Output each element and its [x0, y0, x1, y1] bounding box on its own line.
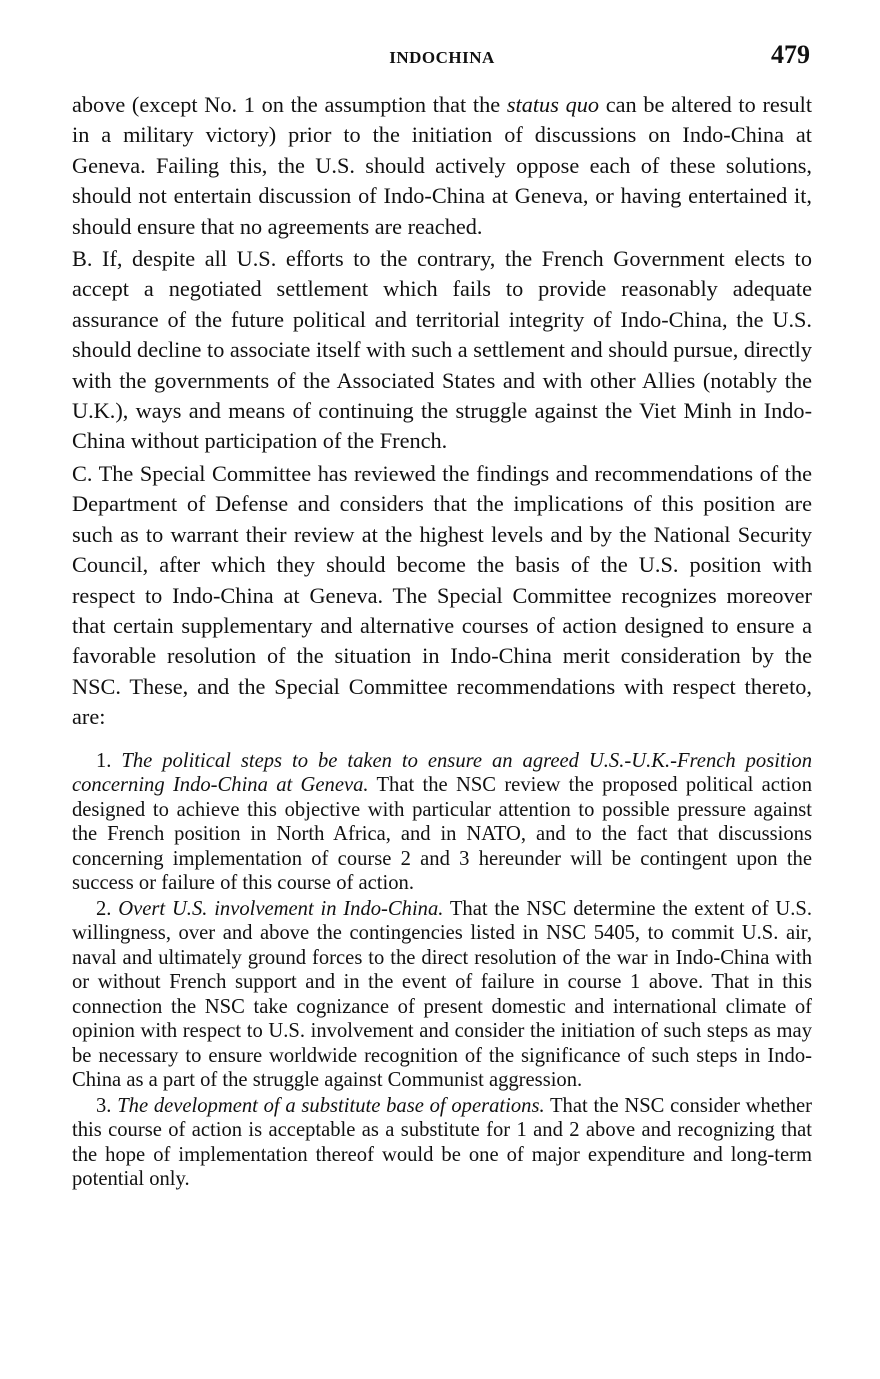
item-heading: The political steps to be taken to ensure an agreed U.S.-U.K.-French position concerning Indo-China at Geneva.: [72, 749, 813, 797]
paragraph-b: [72, 244, 812, 457]
item-number: 3.: [96, 1094, 118, 1117]
italic-term: status quo: [506, 92, 600, 117]
running-head: INDOCHINA: [389, 48, 495, 67]
recommendation-item: [72, 749, 812, 896]
page-header: [72, 40, 812, 76]
item-number: 1.: [96, 749, 122, 772]
recommendation-item: [72, 897, 812, 1093]
paragraph-c: [72, 459, 812, 733]
document-page: [72, 40, 812, 1192]
paragraph-text: can be altered to result in a military victory) prior to the initiation of discussions on Indo-China at Geneva. Failing this, the U.S. should actively oppose each of these solutions, should not entertain discussion of Indo-China at Geneva, or having entertained it, should ensure that no agreements are reached.: [72, 92, 813, 239]
body-text: [72, 90, 812, 733]
item-text: That the NSC determine the extent of U.S. willingness, over and above the contingencies listed in NSC 5405, to commit U.S. air, naval and ultimately ground forces to the direct resolution of the war in Indo-China with or without French support and in the event of failure in course 1 above. That in this connection the NSC take cognizance of present domestic and international climate of opinion with respect to U.S. involvement and consider the initiation of such steps as may be necessary to ensure worldwide recognition of the significance of such steps in Indo-China as a part of the struggle against Communist aggression.: [72, 897, 812, 1092]
item-number: 2.: [96, 897, 119, 920]
item-text: That the NSC consider whether this course of action is acceptable as a substitute for 1 and 2 above and recognizing that the hope of implementation thereof would be one of major expenditure and long-term potential only.: [72, 1094, 812, 1191]
paragraph-text: B. If, despite all U.S. efforts to the contrary, the French Government elects to accept a negotiated settlement which fails to provide reasonably adequate assurance of the future political and territorial integrity of Indo-China, the U.S. should decline to associate itself with such a settlement and should pursue, directly with the governments of the Associated States and with other Allies (notably the U.K.), ways and means of continuing the struggle against the Viet Minh in Indo-China without participation of the French.: [72, 246, 812, 454]
item-heading: The development of a substitute base of operations.: [117, 1094, 545, 1117]
item-heading: Overt U.S. involvement in Indo-China.: [118, 897, 444, 920]
recommendations-list: [72, 749, 812, 1192]
paragraph-continuation: [72, 90, 812, 242]
paragraph-text: above (except No. 1 on the assumption that the: [72, 92, 507, 117]
paragraph-text: C. The Special Committee has reviewed the findings and recommendations of the Department of Defense and considers that the implications of this position are such as to warrant their review at the highest levels and by the National Security Council, after which they should become the basis of the U.S. position with respect to Indo-China at Geneva. The Special Committee recognizes moreover that certain supplementary and alternative courses of action designed to ensure a favorable resolution of the situation in Indo-China merit consideration by the NSC. These, and the Special Committee recommendations with respect thereto, are:: [72, 460, 812, 730]
item-text: That the NSC review the proposed political action designed to achieve this objective with particular attention to possible pressure against the French position in North Africa, and in NATO, and to the fact that discussions concerning implementation of course 2 and 3 hereunder will be contingent upon the success or failure of this course of action.: [72, 774, 812, 895]
page-number: 479: [771, 40, 810, 69]
recommendation-item: [72, 1094, 812, 1192]
